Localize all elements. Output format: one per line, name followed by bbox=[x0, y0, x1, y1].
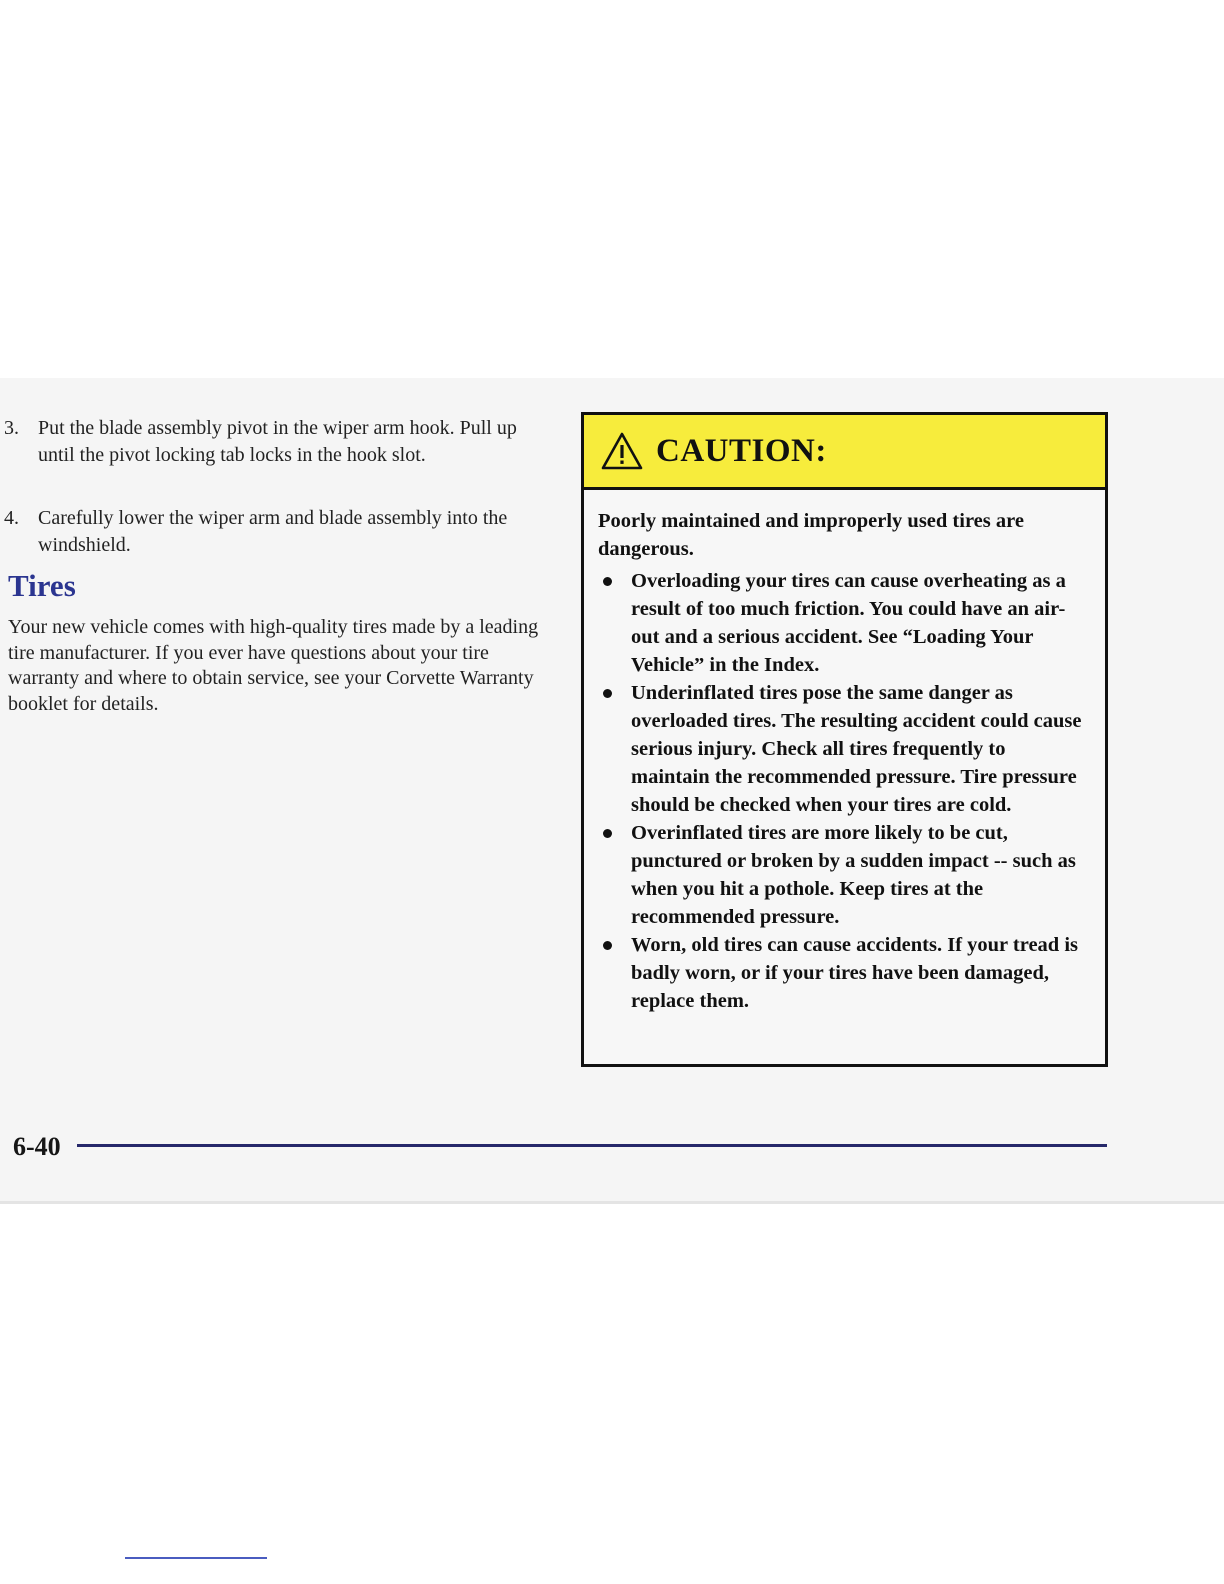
caution-bullet-text: Overloading your tires can cause overheating as a result of too much friction. You could have an air-out and a serious accident. See “Loading Your Vehicle” in the Index. bbox=[631, 570, 1066, 676]
caution-bullet-item bbox=[598, 819, 1083, 931]
page-number: 6-40 bbox=[13, 1132, 61, 1161]
caution-bullets bbox=[598, 567, 1083, 1015]
section-body: Your new vehicle comes with high-quality tires made by a leading tire manufacturer. If you ever have questions about your tire warranty and where to obtain service, see your Corvette Warranty booklet for details. bbox=[8, 616, 539, 715]
step-number: 3. bbox=[4, 417, 19, 439]
step-text: Put the blade assembly pivot in the wiper arm hook. Pull up until the pivot locking tab locks in the hook slot. bbox=[38, 417, 517, 466]
caution-bullet-text: Worn, old tires can cause accidents. If your tread is badly worn, or if your tires have been damaged, replace them. bbox=[631, 934, 1079, 1012]
bullet-dot-icon bbox=[603, 577, 612, 586]
caution-bullet-item bbox=[598, 931, 1083, 1015]
caution-label: CAUTION: bbox=[656, 432, 827, 469]
step-3 bbox=[4, 415, 544, 469]
caution-bullet-text: Underinflated tires pose the same danger as overloaded tires. The resulting accident could cause serious injury. Check all tires frequently to maintain the recommended pressure. Tire pressure should be checked when your tires are cold. bbox=[631, 682, 1082, 816]
bullet-dot-icon bbox=[603, 689, 612, 698]
footer-rule bbox=[77, 1144, 1107, 1147]
caution-header bbox=[584, 415, 1105, 490]
caution-body bbox=[584, 490, 1105, 1015]
bullet-dot-icon bbox=[603, 829, 612, 838]
step-number: 4. bbox=[4, 507, 19, 529]
caution-bullet-item bbox=[598, 567, 1083, 679]
caution-bullet-text: Overinflated tires are more likely to be cut, punctured or broken by a sudden impact -- such as when you hit a pothole. Keep tires at the recommended pressure. bbox=[631, 822, 1076, 928]
caution-bullet-item bbox=[598, 679, 1083, 819]
step-text: Carefully lower the wiper arm and blade assembly into the windshield. bbox=[38, 507, 508, 556]
caution-intro: Poorly maintained and improperly used tires are dangerous. bbox=[598, 510, 1024, 560]
caution-box bbox=[581, 412, 1108, 1067]
link-underline[interactable] bbox=[125, 1557, 267, 1559]
bullet-dot-icon bbox=[603, 941, 612, 950]
step-4 bbox=[4, 505, 544, 559]
warning-triangle-icon bbox=[600, 431, 644, 471]
section-heading: Tires bbox=[8, 568, 76, 603]
